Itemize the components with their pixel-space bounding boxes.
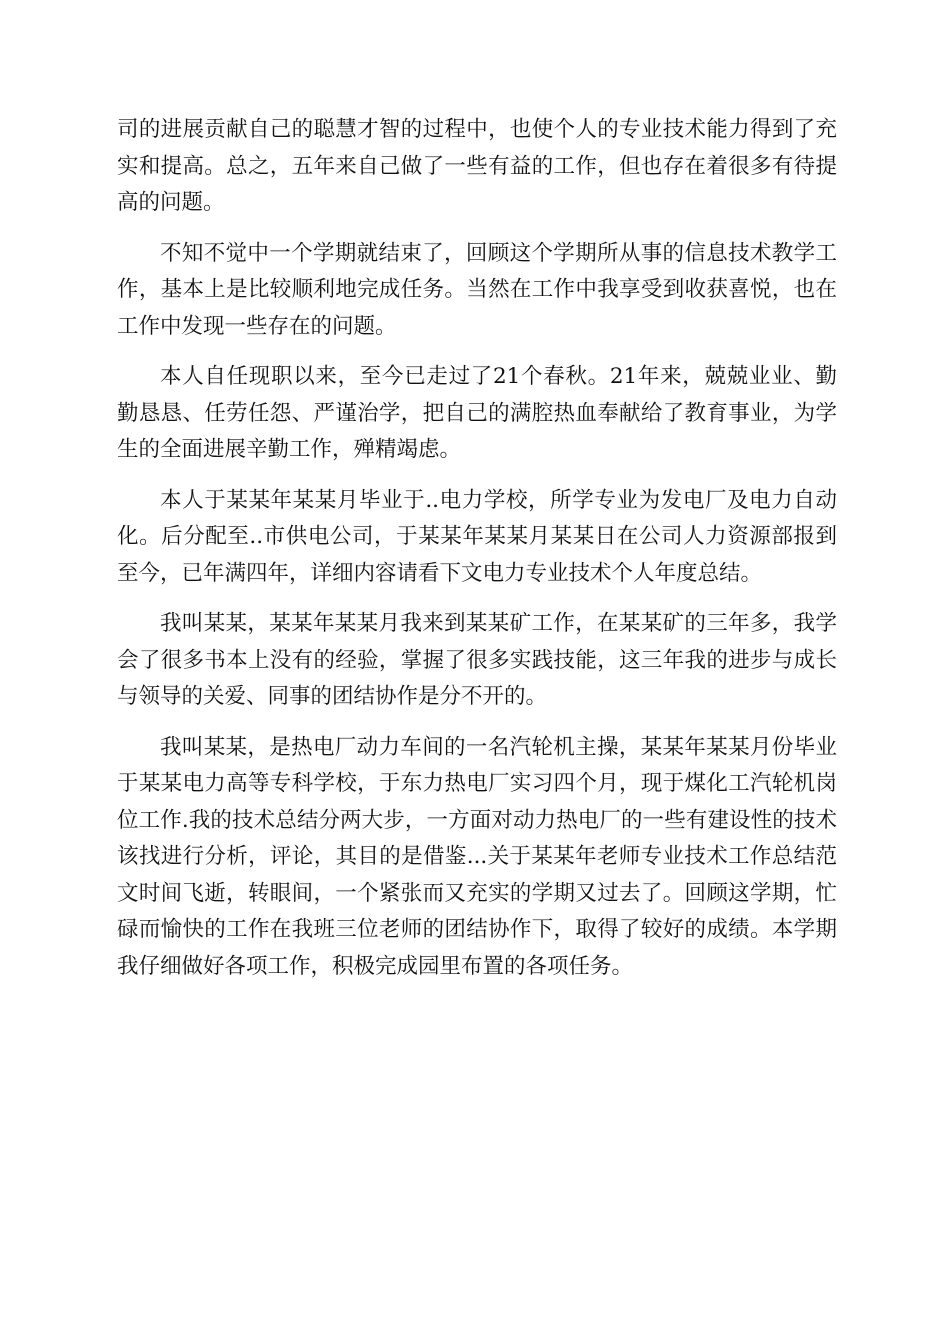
document-body	[117, 112, 837, 999]
paragraph-4: 本人于某某年某某月毕业于..电力学校，所学专业为发电厂及电力自动化。后分配至..市供电公司，于某某年某某月某某日在公司人力资源部报到至今，已年满四年，详细内容请看下文电力专业技术个人年度总结。	[117, 487, 837, 586]
paragraph-6: 我叫某某，是热电厂动力车间的一名汽轮机主操，某某年某某月份毕业于某某电力高等专科学校，于东力热电厂实习四个月，现于煤化工汽轮机岗位工作.我的技术总结分两大步，一方面对动力热电厂的一些有建设性的技术该找进行分析，评论，其目的是借鉴...关于某某年老师专业技术工作总结范文时间飞逝，转眼间，一个紧张而又充实的学期又过去了。回顾这学期，忙碌而愉快的工作在我班三位老师的团结协作下，取得了较好的成绩。本学期我仔细做好各项工作，积极完成园里布置的各项任务。	[117, 734, 837, 979]
paragraph-5: 我叫某某，某某年某某月我来到某某矿工作，在某某矿的三年多，我学会了很多书本上没有的经验，掌握了很多实践技能，这三年我的进步与成长与领导的关爱、同事的团结协作是分不开的。	[117, 611, 837, 709]
paragraph-1: 司的进展贡献自己的聪慧才智的过程中，也使个人的专业技术能力得到了充实和提高。总之，五年来自己做了一些有益的工作，但也存在着很多有待提高的问题。	[117, 117, 837, 215]
paragraph-2: 不知不觉中一个学期就结束了，回顾这个学期所从事的信息技术教学工作，基本上是比较顺利地完成任务。当然在工作中我享受到收获喜悦，也在工作中发现一些存在的问题。	[117, 240, 837, 339]
paragraph-3: 本人自任现职以来，至今已走过了21个春秋。21年来，兢兢业业、勤勤恳恳、任劳任怨、严谨治学，把自己的满腔热血奉献给了教育事业，为学生的全面进展辛勤工作，殚精竭虑。	[117, 364, 837, 462]
